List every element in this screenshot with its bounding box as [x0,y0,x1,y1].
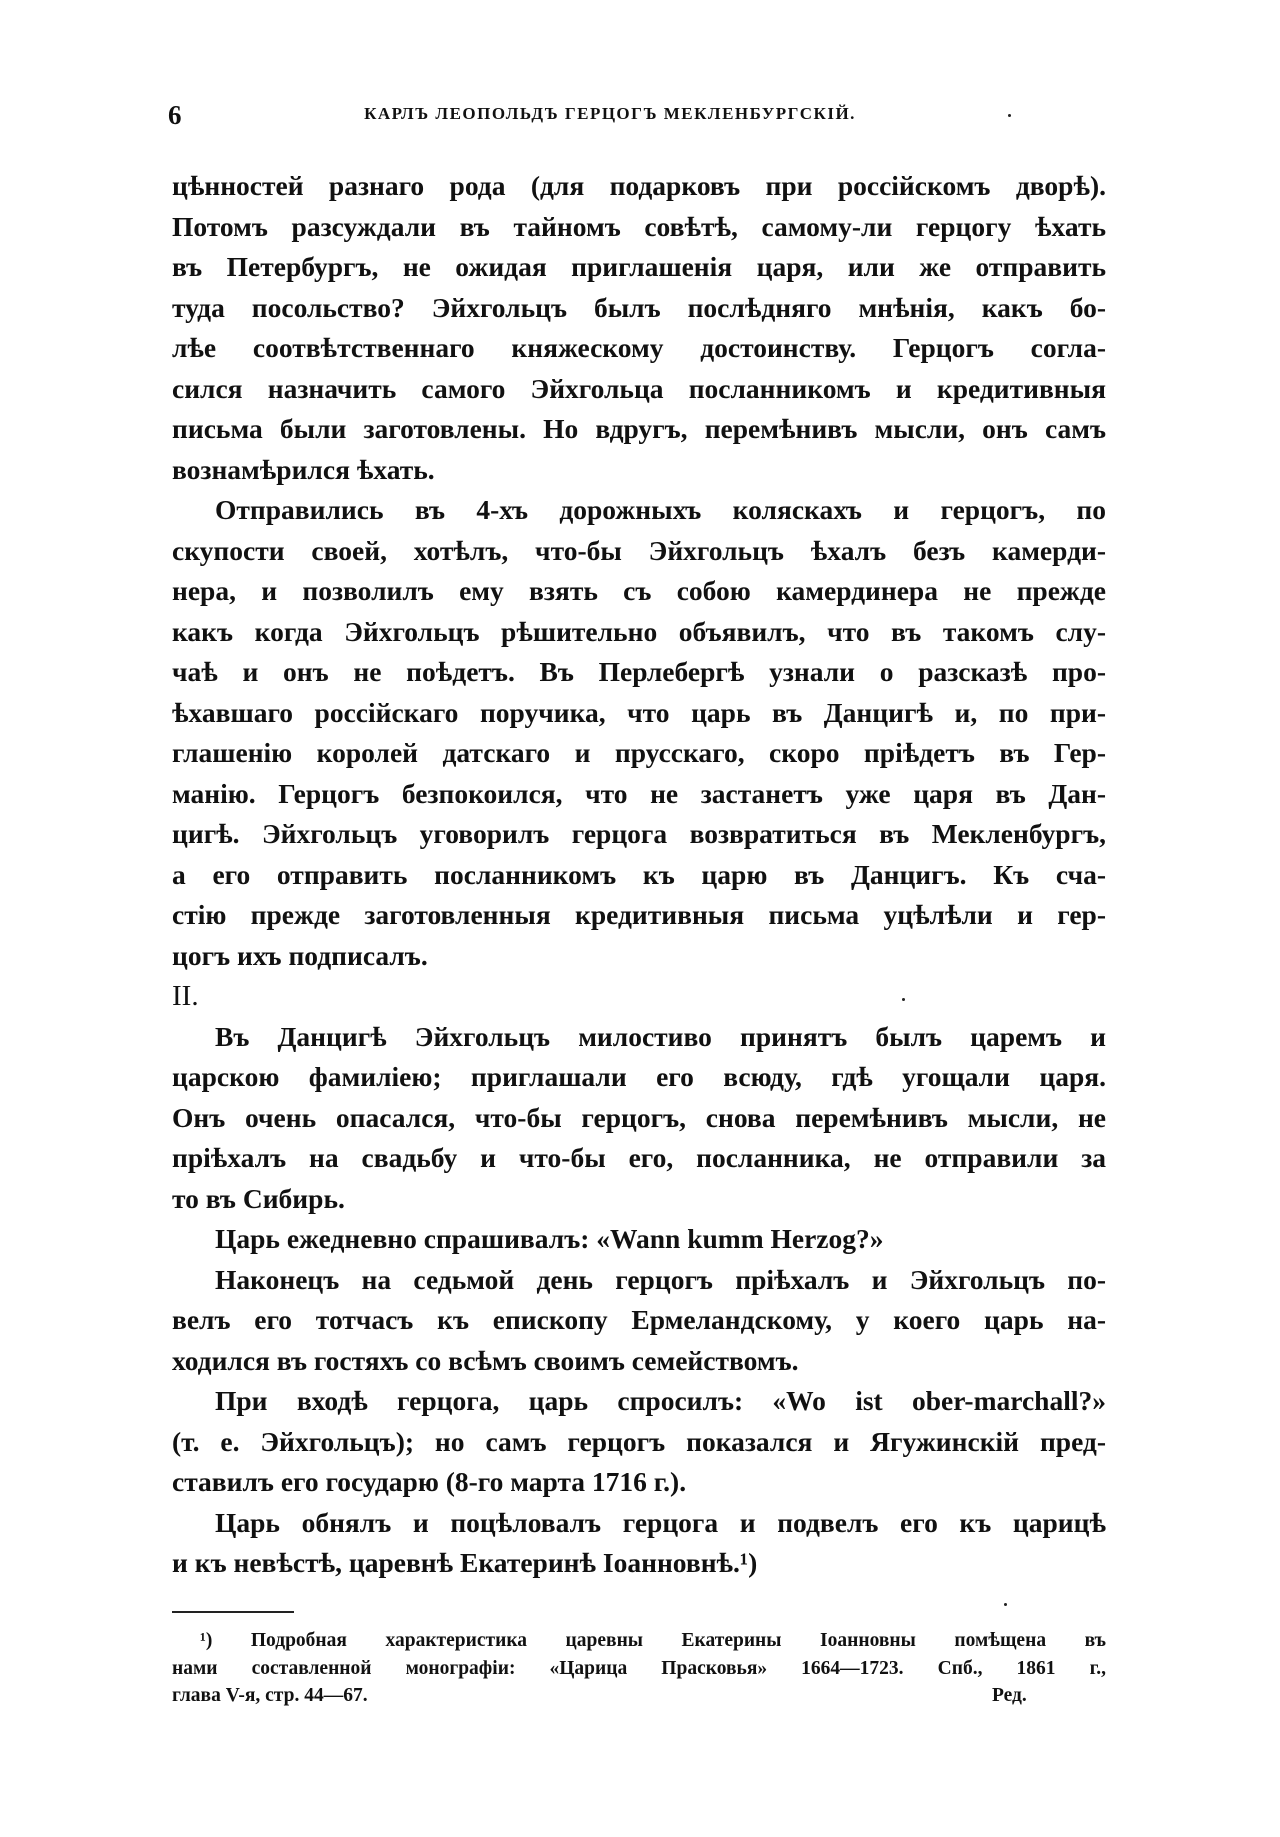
text-line: цѣнностей разнаго рода (для подарковъ при россійскомъ дворѣ). [172,170,1106,201]
paragraph [172,1260,1106,1382]
paragraph [172,166,1106,490]
text-line: чаѣ и онъ не поѣдетъ. Въ Перлебергѣ узнали о разсказѣ про- [172,656,1106,687]
footnote-line [172,1627,1106,1655]
scan-speck [1008,114,1011,117]
text-line: въ Петербургъ, не ожидая приглашенія царя, или же отправить [172,251,1106,282]
running-head: КАРЛЪ ЛЕОПОЛЬДЪ ГЕРЦОГЪ МЕКЛЕНБУРГСКІЙ. [364,104,856,123]
paragraph [172,1017,1106,1220]
text-line: и къ невѣстѣ, царевнѣ Екатеринѣ Іоанновнѣ.¹) [172,1547,758,1578]
section-number: II. [172,980,199,1012]
text-line: какъ когда Эйхгольцъ рѣшительно объявилъ, что въ такомъ слу- [172,615,1106,647]
text-line: цогъ ихъ подписалъ. [172,939,428,971]
editor-mark: Ред. [992,1685,1027,1706]
text-line: вознамѣрился ѣхать. [172,453,435,485]
paragraph [172,1503,1106,1584]
footnote-text: ¹) Подробная характеристика царевны Екатерины Іоанновны помѣщена въ [200,1630,1106,1651]
text-line: Наконецъ на седьмой день герцогъ пріѣхалъ и Эйхгольцъ по- [215,1263,1106,1295]
text-line: Въ Данцигѣ Эйхгольцъ милостиво принятъ былъ царемъ и [215,1020,1106,1052]
text-line: ставилъ его государю (8-го марта 1716 г.). [172,1466,687,1497]
text-line: При входѣ герцога, царь спросилъ: «Wo ist ober-marchall?» [215,1385,1106,1416]
text-line: (т. е. Эйхгольцъ); но самъ герцогъ показался и Ягужинскій пред- [172,1425,1106,1457]
text-line: ходился въ гостяхъ со всѣмъ своимъ семействомъ. [172,1344,799,1376]
page-number: 6 [168,100,182,130]
text-line: царскою фамиліею; приглашали его всюду, гдѣ угощали царя. [172,1061,1106,1092]
text-line: цигѣ. Эйхгольцъ уговорилъ герцога возвратиться въ Мекленбургъ, [172,818,1106,849]
text-line: стію прежде заготовленныя кредитивныя письма уцѣлѣли и гер- [172,899,1106,930]
text-line: письма были заготовлены. Но вдругъ, перемѣнивъ мысли, онъ самъ [172,413,1106,444]
text-line: нера, и позволилъ ему взять съ собою камердинера не прежде [172,575,1106,606]
scan-speck [1004,1603,1007,1606]
text-line: скупости своей, хотѣлъ, что-бы Эйхгольцъ ѣхалъ безъ камерди- [172,534,1106,566]
text-line: лѣе соотвѣтственнаго княжескому достоинству. Герцогъ согла- [172,332,1106,363]
text-line: манію. Герцогъ безпокоился, что не застанетъ уже царя въ Дан- [172,777,1106,809]
paragraph [172,490,1106,976]
text-line: пріѣхалъ на свадьбу и что-бы его, посланника, не отправили за [172,1142,1106,1173]
paragraph [172,1219,1106,1260]
footnotes [172,1627,1106,1710]
text-line: Царь ежедневно спрашивалъ: «Wann kumm Herzog?» [215,1223,884,1254]
section-heading [172,976,1106,1017]
text-line: сился назначить самого Эйхгольца посланникомъ и кредитивныя [172,372,1106,404]
text-line: ѣхавшаго россійскаго поручика, что царь въ Данцигѣ и, по при- [172,696,1106,728]
text-line: Отправились въ 4-хъ дорожныхъ коляскахъ и герцогъ, по [215,494,1106,525]
paragraph [172,1381,1106,1503]
text-line: то въ Сибирь. [172,1182,345,1214]
body-text [172,166,1106,1584]
footnote-text: нами составленной монографіи: «Царица Прасковья» 1664—1723. Спб., 1861 г., [172,1657,1106,1679]
footnote-text: глава V-я, стр. 44—67. [172,1685,368,1706]
text-line: а его отправить посланникомъ къ царю въ Данцигъ. Къ сча- [172,858,1106,890]
text-line: глашенію королей датскаго и прусскаго, скоро пріѣдетъ въ Гер- [172,737,1106,768]
footnote-rule [172,1611,294,1613]
text-line: туда посольство? Эйхгольцъ былъ послѣдняго мнѣнія, какъ бо- [172,291,1106,323]
text-line: Потомъ разсуждали въ тайномъ совѣтѣ, самому-ли герцогу ѣхать [172,210,1106,242]
text-line: велъ его тотчасъ къ епископу Ермеландскому, у коего царь на- [172,1304,1106,1335]
text-line: Царь обнялъ и поцѣловалъ герцога и подвелъ его къ царицѣ [215,1506,1106,1538]
text-line: Онъ очень опасался, что-бы герцогъ, снова перемѣнивъ мысли, не [172,1101,1106,1133]
footnote-line [172,1682,1106,1710]
footnote-line [172,1655,1106,1683]
